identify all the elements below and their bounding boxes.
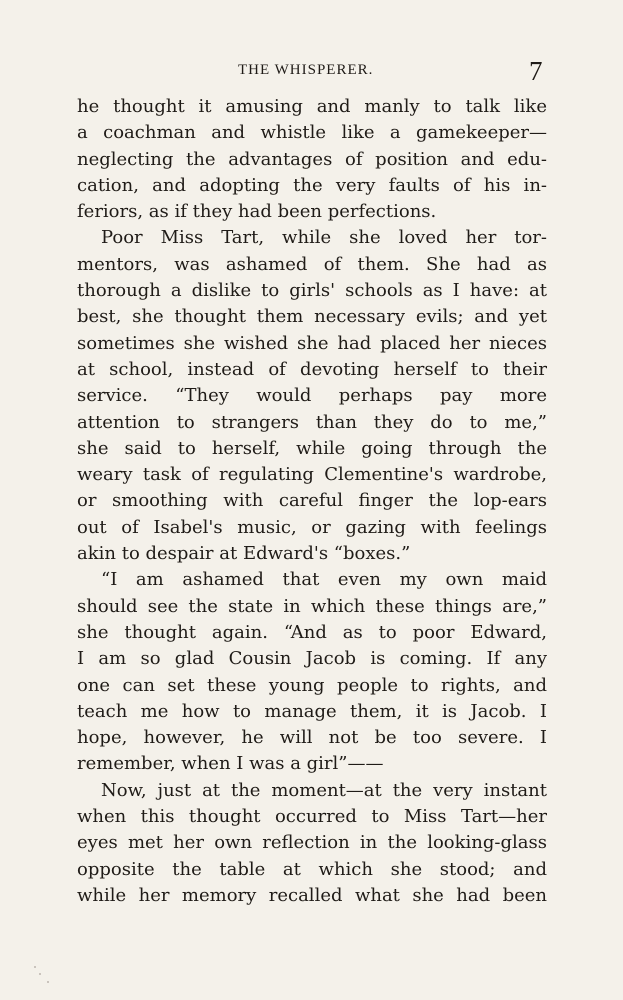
text-line: I am so glad Cousin Jacob is coming. If any (77, 648, 547, 670)
text-line: she thought again. “And as to poor Edward, (77, 621, 547, 643)
text-line: feriors, as if they had been perfections. (77, 201, 437, 223)
paper-speck (39, 973, 41, 975)
text-line: cation, and adopting the very faults of his in- (77, 174, 547, 196)
paragraph-4 (77, 778, 547, 909)
text-line: or smoothing with careful finger the lop-ears (77, 490, 547, 512)
text-line: service. “They would perhaps pay more (77, 385, 547, 407)
text-line: hope, however, he will not be too severe. I (77, 727, 547, 749)
text-line: eyes met her own reflection in the looking-glass (77, 832, 547, 854)
paragraph-3 (77, 567, 547, 777)
text-line: remember, when I was a girl”—— (77, 753, 384, 775)
text-line: opposite the table at which she stood; and (77, 858, 547, 880)
text-line: should see the state in which these things are,” (77, 595, 547, 617)
paragraph-2 (77, 225, 547, 567)
text-line: akin to despair at Edward's “boxes.” (77, 543, 411, 565)
text-line: sometimes she wished she had placed her nieces (77, 332, 547, 354)
text-line: when this thought occurred to Miss Tart—her (77, 806, 547, 828)
text-line: teach me how to manage them, it is Jacob. I (77, 700, 547, 722)
text-line: attention to strangers than they do to me,” (77, 411, 547, 433)
text-line: one can set these young people to rights, and (77, 674, 547, 696)
text-line: thorough a dislike to girls' schools as I have: at (77, 280, 547, 302)
text-line: “I am ashamed that even my own maid (101, 569, 547, 591)
text-line: weary task of regulating Clementine's wardrobe, (77, 464, 547, 486)
text-line: Now, just at the moment—at the very instant (101, 779, 547, 801)
text-line: best, she thought them necessary evils; and yet (77, 306, 547, 328)
text-line: she said to herself, while going through the (77, 437, 547, 459)
text-line: while her memory recalled what she had been (77, 884, 547, 906)
text-line: mentors, was ashamed of them. She had as (77, 253, 547, 275)
text-line: neglecting the advantages of position and edu- (77, 148, 547, 170)
text-line: a coachman and whistle like a gamekeeper— (77, 122, 547, 144)
body-text (77, 94, 547, 909)
page-number: 7 (529, 56, 543, 86)
text-line: he thought it amusing and manly to talk like (77, 96, 547, 117)
text-line: out of Isabel's music, or gazing with feelings (77, 516, 547, 538)
paragraph-1 (77, 94, 547, 225)
running-title: THE WHISPERER. (238, 62, 374, 78)
running-head (0, 56, 623, 88)
paper-speck (34, 966, 36, 968)
text-line: Poor Miss Tart, while she loved her tor- (101, 227, 547, 249)
text-line: at school, instead of devoting herself to their (77, 358, 547, 380)
paper-speck (47, 981, 49, 983)
